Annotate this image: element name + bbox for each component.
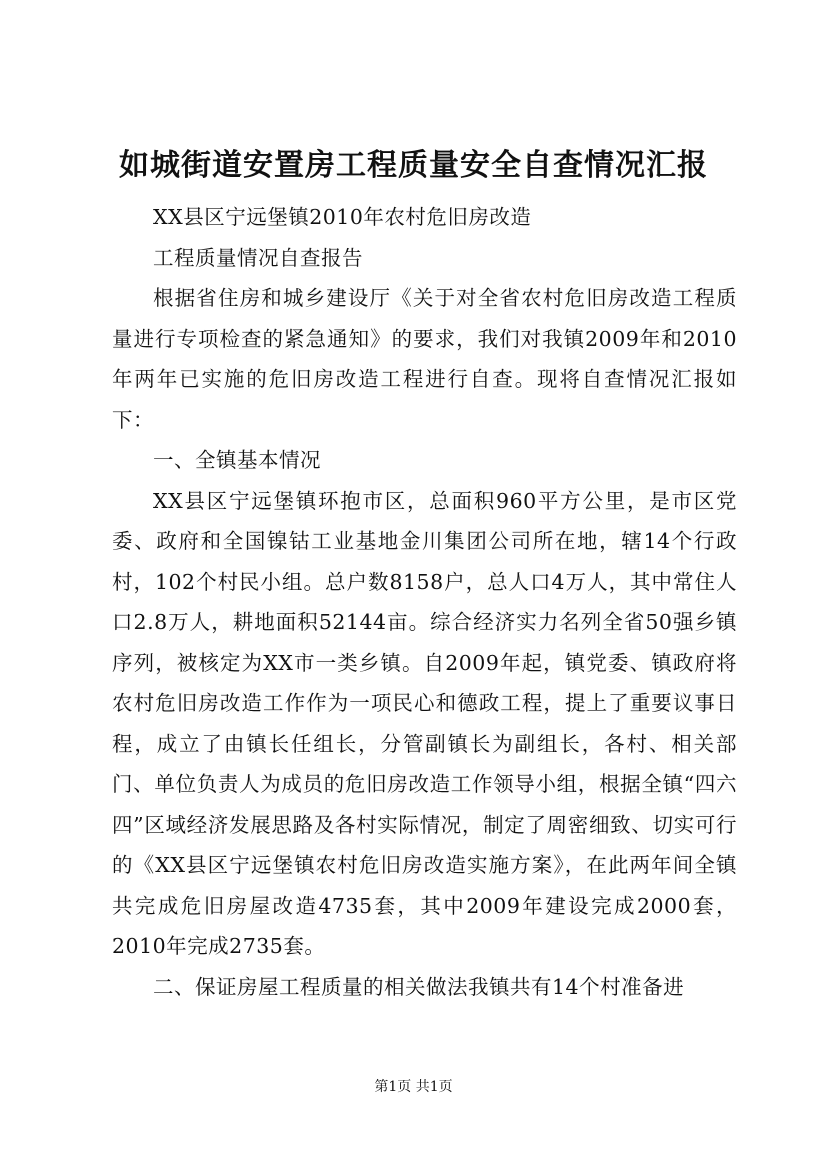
intro-paragraph: 根据省住房和城乡建设厅《关于对全省农村危旧房改造工程质量进行专项检查的紧急通知》的要求，我们对我镇2009年和2010年两年已实施的危旧房改造工程进行自查。现将自查情况汇报如下： (112, 286, 737, 432)
report-subtitle-line-1: XX县区宁远堡镇2010年农村危旧房改造 (153, 205, 532, 229)
section-1-paragraph: XX县区宁远堡镇环抱市区，总面积960平方公里，是市区党委、政府和全国镍钴工业基地金川集团公司所在地，辖14个行政村，102个村民小组。总户数8158户，总人口4万人，其中常住人口2.8万人，耕地面积52144亩。综合经济实力名列全省50强乡镇序列，被核定为XX市一类乡镇。自2009年起，镇党委、镇政府将农村危旧房改造工作作为一项民心和德政工程，提上了重要议事日程，成立了由镇长任组长，分管副镇长为副组长，各村、相关部门、单位负责人为成员的危旧房改造工作领导小组，根据全镇“四六四”区域经济发展思路及各村实际情况，制定了周密细致、切实可行的《XX县区宁远堡镇农村危旧房改造实施方案》，在此两年间全镇共完成危旧房屋改造4735套，其中2009年建设完成2000套，2010年完成2735套。 (112, 488, 737, 958)
document-title: 如城街道安置房工程质量安全自查情况汇报 (119, 148, 708, 183)
section-heading-1: 一、全镇基本情况 (153, 448, 321, 472)
report-subtitle-line-2: 工程质量情况自查报告 (153, 245, 363, 270)
document-body (112, 197, 737, 1007)
page-footer: 第1页 共1页 (374, 1079, 453, 1095)
section-heading-2: 二、保证房屋工程质量的相关做法我镇共有14个村准备进 (153, 974, 685, 999)
